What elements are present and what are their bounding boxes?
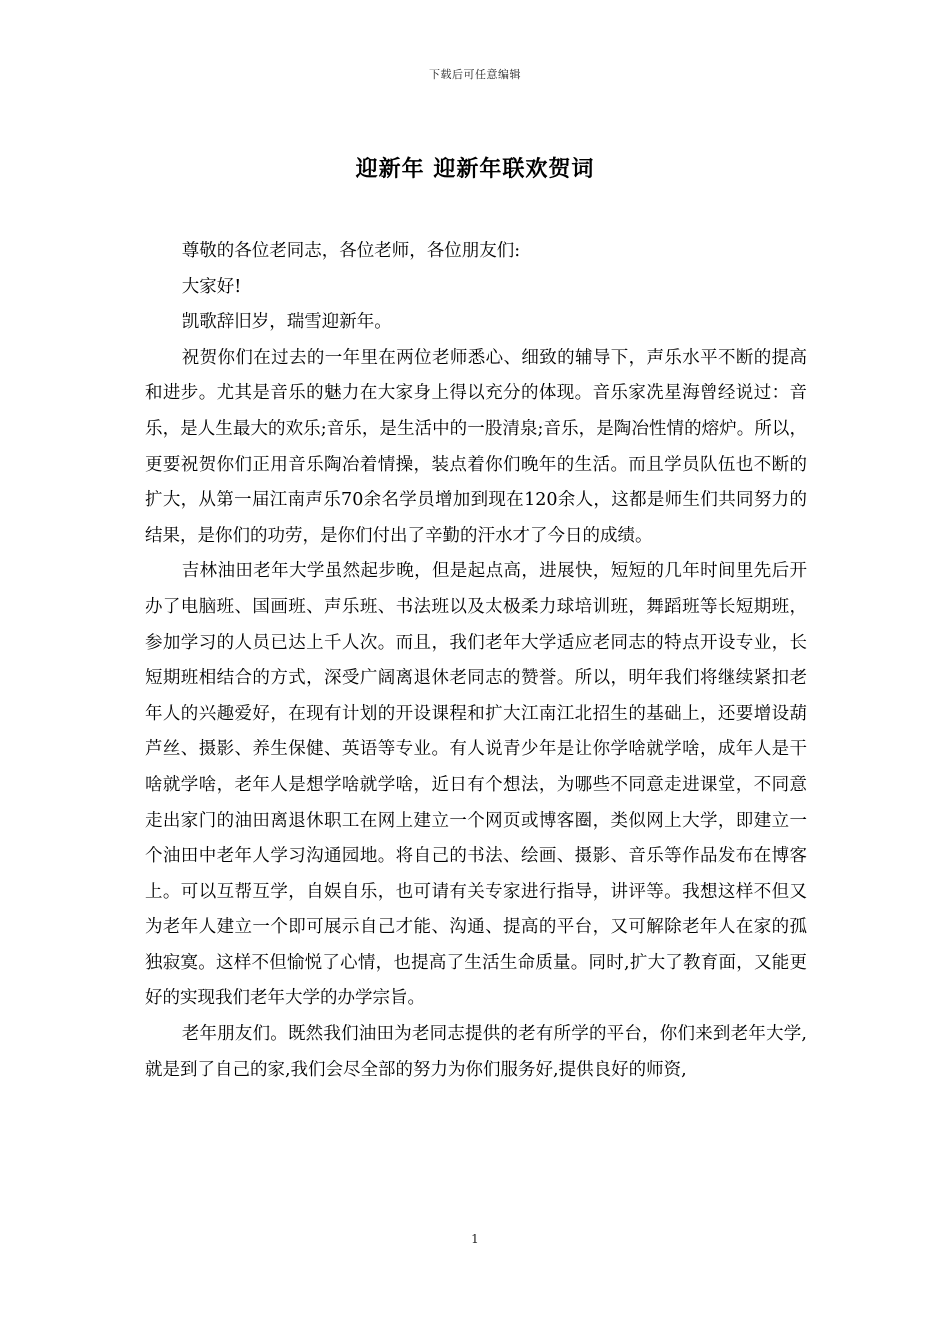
document-body (145, 234, 807, 1088)
greeting-paragraph: 大家好! (181, 276, 242, 297)
salutation-paragraph: 尊敬的各位老同志，各位老师，各位朋友们: (181, 241, 521, 261)
body-paragraph: 老年朋友们。既然我们油田为老同志提供的老有所学的平台，你们来到老年大学,就是到了自己的家,我们会尽全部的努力为你们服务好,提供良好的师资, (145, 1024, 807, 1080)
document-title: 迎新年 迎新年联欢贺词 (355, 156, 595, 182)
page-header-note: 下载后可任意编辑 (429, 68, 521, 81)
body-paragraph: 祝贺你们在过去的一年里在两位老师悉心、细致的辅导下，声乐水平不断的提高和进步。尤其是音乐的魅力在大家身上得以充分的体现。音乐家冼星海曾经说过：音乐，是人生最大的欢乐;音乐，是生活中的一股清泉;音乐，是陶冶性情的熔炉。所以，更要祝贺你们正用音乐陶冶着情操，装点着你们晚年的生活。而且学员队伍也不断的扩大，从第一届江南声乐70余名学员增加到现在120余人，这都是师生们共同努力的结果，是你们的功劳，是你们付出了辛勤的汗水才了今日的成绩。 (145, 347, 807, 546)
page-number: 1 (471, 1232, 479, 1246)
body-paragraph: 吉林油田老年大学虽然起步晚，但是起点高，进展快，短短的几年时间里先后开办了电脑班、国画班、声乐班、书法班以及太极柔力球培训班，舞蹈班等长短期班，参加学习的人员已达上千人次。而且，我们老年大学适应老同志的特点开设专业，长短期班相结合的方式，深受广阔离退休老同志的赞誉。所以，明年我们将继续紧扣老年人的兴趣爱好，在现有计划的开设课程和扩大江南江北招生的基础上，还要增设葫芦丝、摄影、养生保健、英语等专业。有人说青少年是让你学啥就学啥，成年人是干啥就学啥，老年人是想学啥就学啥，近日有个想法，为哪些不同意走进课堂，不同意走出家门的油田离退休职工在网上建立一个网页或博客圈，类似网上大学，即建立一个油田中老年人学习沟通园地。将自己的书法、绘画、摄影、音乐等作品发布在博客上。可以互帮互学，自娱自乐，也可请有关专家进行指导，讲评等。我想这样不但又为老年人建立一个即可展示自己才能、沟通、提高的平台，又可解除老年人在家的孤独寂寞。这样不但愉悦了心情，也提高了生活生命质量。同时,扩大了教育面，又能更好的实现我们老年大学的办学宗旨。 (145, 561, 807, 1009)
opening-paragraph: 凯歌辞旧岁，瑞雪迎新年。 (181, 312, 392, 333)
